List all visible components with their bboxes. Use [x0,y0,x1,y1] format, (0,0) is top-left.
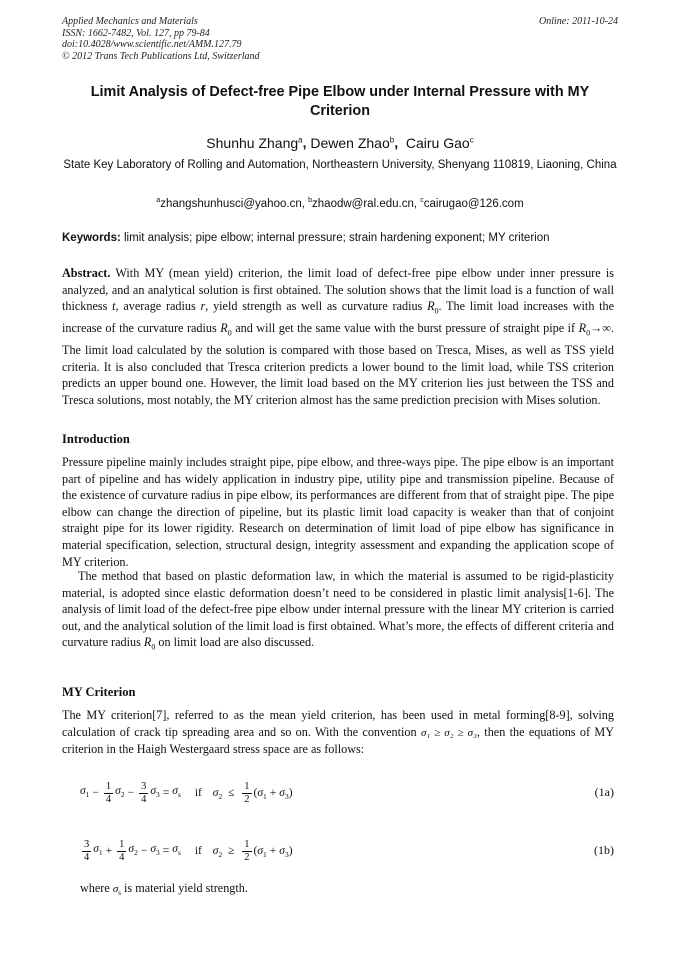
journal-name: Applied Mechanics and Materials [62,16,198,27]
journal-header [62,16,618,62]
equation-1b: $\frac{3}{4}$ $\sigma_1$ + $\frac{1}{4}$ $\sigma_2$ − $\sigma_3$ = $\sigma_s$ if $\sigma_2$ ≥ $\frac{1}{2}$ $(\sigma_1 + \sigma_3)$ (1b) [84,838,614,863]
introduction-heading: Introduction [62,432,130,446]
author-3: Cairu Gao$^c$ [405,134,474,151]
keywords-label: Keywords: [62,232,121,244]
equation-1b-number: (1b) [594,843,614,857]
issn-line: ISSN: 1662-7482, Vol. 127, pp 79-84 [62,27,210,39]
introduction-paragraph-2: The method that based on plastic deformation law, in which the material is assumed to be rigid-plasticity material, is adopted since elastic deformation doesn’t need to be considered in plastic limit analysis[1-6]. The analysis of limit load of the defect-free pipe elbow under internal pressure with the linear MY criterion is carried out, and the analytical solution of the limit load is first obtained. What’s more, the effects of different criteria and curvature radius $R_0$ on limit load are also discussed. [62,569,614,652]
where-line: where $\sigma_s$ is material yield strength. [80,881,248,897]
introduction-paragraph-1: Pressure pipeline mainly includes straight pipe, pipe elbow, and three-ways pipe. The pipe elbow is an important part of pipeline and has widely application in industry pipe, utility pipe and transmission pipeline. Because of the existence of curvature radius in pipe elbow, its performances are different from that of straight pipe. The pipe elbow can change the direction of pipeline, but its plastic limit load capacity is weaker than that of conjoint straight pipe for its lower rigidity. Research on determination of limit load of pipe elbow has significance in material specification, selection, structural design, integrity assessment and expanding the application scope of MY criterion. [62,455,614,569]
author-list: Shunhu Zhang$^a$, Dewen Zhao$^b$, Cairu Gao$^c$ [206,134,474,151]
my-criterion-heading: MY Criterion [62,685,136,699]
paper-title: Limit Analysis of Defect-free Pipe Elbow under Internal Pressure with MY Criterion [90,84,590,119]
abstract-label: Abstract. [62,266,111,280]
yield-strength-symbol: $\sigma_s$ [112,883,121,897]
my-criterion-paragraph: The MY criterion[7], referred to as the mean yield criterion, has been used in metal forming[8-9], solving calculation of crack tip spreading area and so on. With the convention σ₁ ≥ σ₂ ≥ σ₃, then the equations of MY criterion in the Haigh Westergaard stress space are as follows: [62,708,615,757]
doi-line: doi:10.4028/www.scientific.net/AMM.127.79 [62,39,242,50]
email-list [62,194,618,211]
author-1: Shunhu Zhang$^a$ [206,134,303,151]
abstract-paragraph: Abstract. With MY (mean yield) criterion, the limit load of defect-free pipe elbow under inner pressure is analyzed, and an analytical solution is first obtained. The solution shows that the limit load is a function of wall thickness t, average radius r, yield strength as well as curvature radius $R_0$. The limit load increases with the increase of the curvature radius $R_0$ and will get the same value with the burst pressure of straight pipe if $R_0\to\infty$. The limit load calculated by the solution is compared with those based on Tresca, Mises, as well as TSS yield criteria. It is also concluded that Tresca criterion predicts a lower bound to the limit load, while TSS criterion predicts an upper bound one. However, the limit load based on the MY criterion lies just between the TSS and Tresca solutions, most notably, the MY criterion almost has the same prediction precision with Mises solution. [62,266,615,408]
email-2[interactable]: $^b$zhaodw@ral.edu.cn, [308,197,418,210]
equation-1a-number: (1a) [594,785,614,799]
convention-formula: σ₁ ≥ σ₂ ≥ σ₃ [420,726,477,739]
online-date: Online: 2011-10-24 [539,16,618,27]
author-2: Dewen Zhao$^b$ [310,134,395,151]
copyright-line: © 2012 Trans Tech Publications Ltd, Switzerland [62,50,260,62]
equation-1a: $\sigma_1$ − $\frac{1}{4}$ $\sigma_2$ − $\frac{3}{4}$ $\sigma_3$ = $\sigma_s$ if $\sigma_2$ ≤ $\frac{1}{2}$ $(\sigma_1 + \sigma_3)$ (1a) [80,780,614,805]
email-1[interactable]: $^a$zhangshunhusci@yahoo.cn, [156,197,305,210]
email-3[interactable]: $^c$cairugao@126.com [420,197,524,210]
affiliation: State Key Laboratory of Rolling and Automation, Northeastern University, Shenyang 110819, Liaoning, China [63,159,617,171]
keywords-text: limit analysis; pipe elbow; internal pressure; strain hardening exponent; MY criterion [124,232,550,244]
keywords [62,231,618,245]
